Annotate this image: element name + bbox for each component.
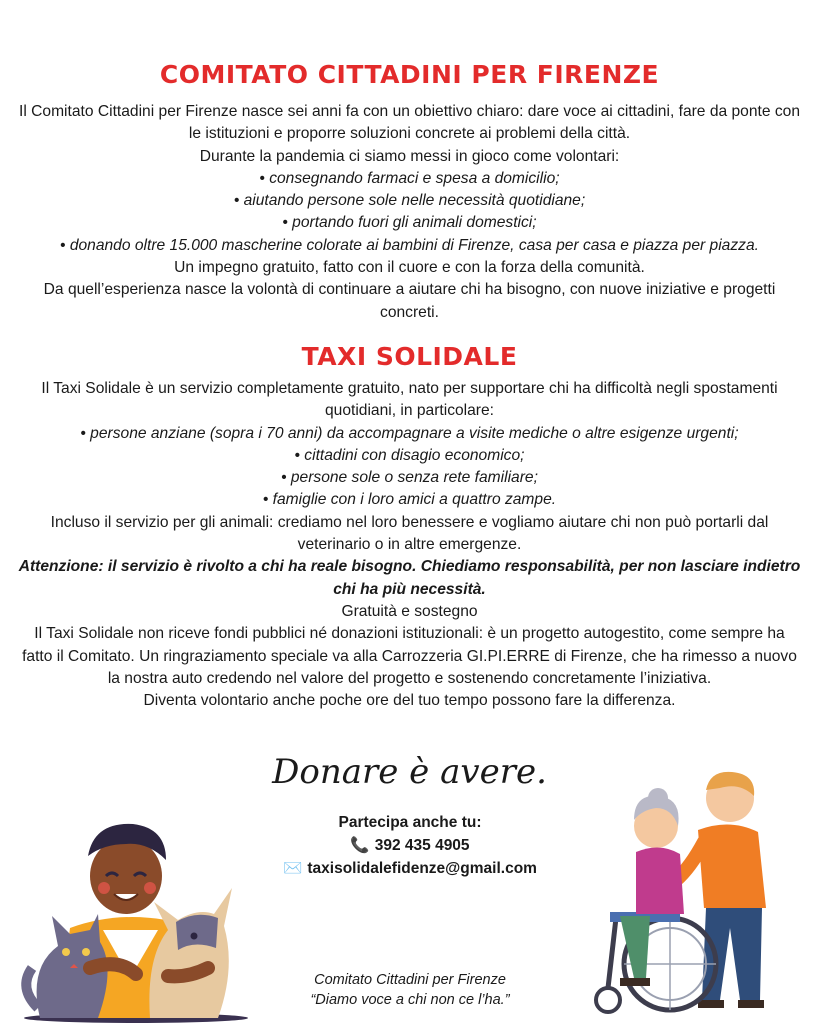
phone-number[interactable]: 392 435 4905	[374, 837, 470, 854]
section2-line: • famiglie con i loro amici a quattro zampe.	[262, 491, 557, 509]
section2-line: Il Taxi Solidale è un servizio completamente gratuito, nato per supportare chi ha difficoltà negli spostamenti quotidiani, in particolare:	[41, 380, 778, 420]
section2-line: Il Taxi Solidale non riceve fondi pubblici né donazioni istituzionali: è un progetto autogestito, come sempre ha fatto il Comitato. Un ringraziamento speciale va alla Carrozzeria GI.PI.ERRE di Firenze, che ha rimesso a nuovo la nostra auto credendo nel valore del progetto e sostenendo concretamente l’iniziativa.	[22, 625, 797, 687]
signature-slogan: Donare è avere.	[272, 752, 547, 792]
section1-line: Durante la pandemia ci siamo messi in gioco come volontari:	[199, 147, 620, 165]
contact-phone[interactable]	[240, 834, 580, 857]
contact-email[interactable]	[240, 857, 580, 880]
section2-line: Incluso il servizio per gli animali: crediamo nel loro benessere e vogliamo aiutare chi non può portarli dal veterinario o in altre emergenze.	[50, 513, 769, 554]
contact-block	[240, 811, 580, 880]
section2-line: Diventa volontario anche poche ore del tuo tempo possono fare la differenza.	[143, 692, 676, 710]
contact-heading: Partecipa anche tu:	[338, 814, 482, 831]
section2-line: • persone sole o senza rete familiare;	[281, 469, 538, 487]
wheelchair-helper-illustration	[580, 768, 795, 1024]
section1-line: • consegnando farmaci e spesa a domicilio;	[259, 169, 560, 187]
section1-line: Un impegno gratuito, fatto con il cuore e con la forza della comunità.	[174, 259, 645, 277]
section1-line: • donando oltre 15.000 mascherine colorate ai bambini di Firenze, casa per casa e piazza per piazza.	[60, 236, 759, 254]
section1-line: • aiutando persone sole nelle necessità quotidiane;	[233, 192, 586, 210]
footer-motto: “Diamo voce a chi non ce l’ha.”	[310, 992, 510, 1008]
section1-line: Da quell’esperienza nasce la volontà di continuare a aiutare chi ha bisogno, con nuove iniziative e progetti concreti.	[43, 281, 776, 321]
footer	[260, 970, 560, 1010]
envelope-icon: ✉️	[283, 860, 303, 877]
section2-line: Attenzione: il servizio è rivolto a chi ha reale bisogno. Chiediamo responsabilità, per non lasciare indietro chi ha più necessità.	[18, 558, 801, 598]
section2-title: TAXI SOLIDALE	[301, 342, 518, 371]
section2-body	[18, 378, 801, 712]
section1-line: • portando fuori gli animali domestici;	[282, 214, 537, 232]
phone-icon: 📞	[350, 837, 370, 854]
section2-line: • cittadini con disagio economico;	[294, 446, 525, 464]
section1-body	[18, 101, 801, 324]
section1-title: COMITATO CITTADINI PER FIRENZE	[159, 60, 660, 89]
section2-line: Gratuità e sostegno	[341, 602, 478, 620]
email-address[interactable]: taxisolidalefidenze@gmail.com	[307, 860, 537, 877]
section2-line: • persone anziane (sopra i 70 anni) da accompagnare a visite mediche o altre esigenze urgenti;	[80, 424, 739, 442]
section1-line: Il Comitato Cittadini per Firenze nasce sei anni fa con un obiettivo chiaro: dare voce ai cittadini, fare da ponte con le istituzioni e proporre soluzioni concrete ai problemi della città.	[19, 103, 800, 143]
man-with-pets-illustration	[18, 818, 253, 1024]
footer-org: Comitato Cittadini per Firenze	[314, 972, 506, 988]
